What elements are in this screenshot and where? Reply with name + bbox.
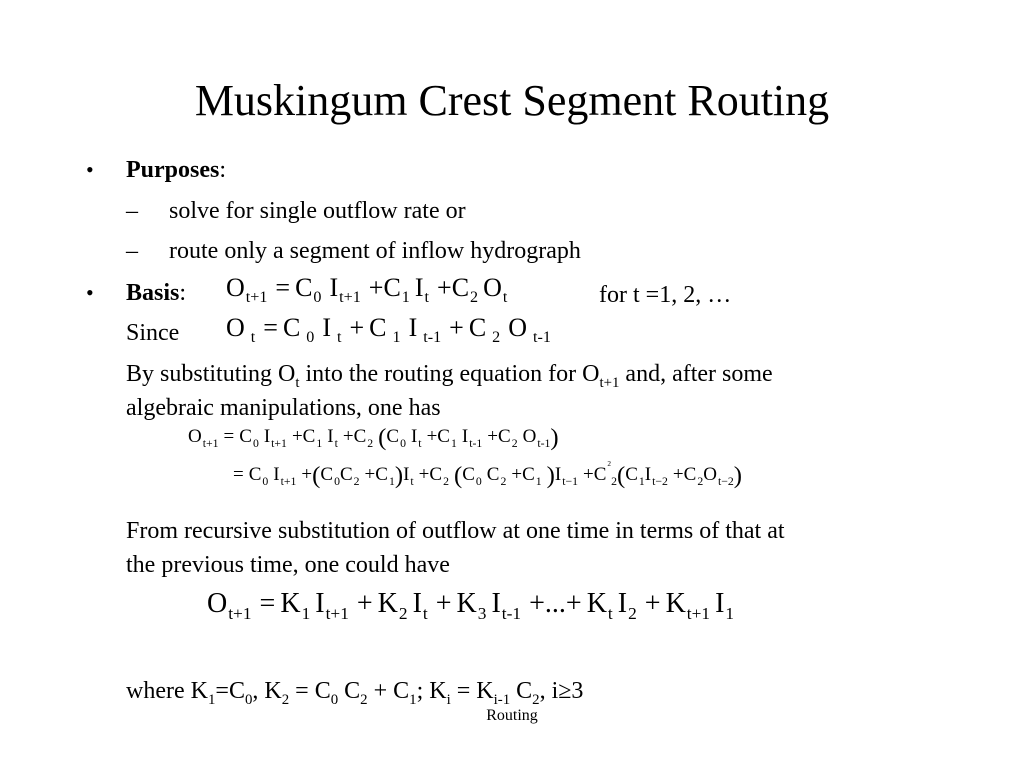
derived-equation-line-2: = $C_0$ $I_{t+1} +(C_0C_2 +C_1)I_t +C_2$ ($C_0$ $C_2 +C_1$ )$I_{t-1} +C_{^22}(C_1I_{t-2} +C_2O_{t-2})$ (233, 458, 742, 489)
where-definition: where $K_1=C_0$, $K_2 = C_0$ $C_2 + C_1$; $K_i = K_{i-1}$ $C_2$, i≥3 (126, 678, 584, 708)
purposes-heading (126, 155, 226, 185)
substituting-line-1: By substituting $O_t$ into the routing equation for $O_{t+1}$ and, after some (126, 361, 773, 391)
since-label: Since (126, 320, 180, 346)
basis-heading (126, 278, 186, 308)
purposes-colon: : (219, 157, 227, 183)
recursive-line-1: From recursive substitution of outflow at one time in terms of that at (126, 518, 785, 544)
bullet-marker: • (86, 280, 94, 305)
general-equation: $O_{t+1} = K_1$ $I_{t+1} + K_2$ $I_t + K_3$ $I_{t-1}$ +...+ $K_t$ $I_2 + K_{t+1}$ $I_1$ (207, 588, 735, 623)
footer-label: Routing (486, 707, 538, 724)
bullet-purposes (86, 155, 94, 185)
slide-title: Muskingum Crest Segment Routing (194, 76, 830, 125)
substituting-line-2: algebraic manipulations, one has (126, 395, 441, 421)
recursive-line-2: the previous time, one could have (126, 552, 450, 578)
sub-bullet-1: solve for single outflow rate or (169, 198, 466, 224)
bullet-basis (86, 278, 94, 308)
sub-dash-1: – (126, 198, 138, 224)
for-t-text: for t =1, 2, … (599, 282, 732, 308)
since-equation: O $_t$ = C $_0$ I $_t$ + C $_1$ I $_{t-1}$ + C $_2$ O $_{t-1}$ (226, 313, 551, 347)
basis-colon: : (179, 280, 187, 306)
sub-dash-2: – (126, 238, 138, 264)
sub-bullet-2: route only a segment of inflow hydrograph (169, 238, 581, 264)
purposes-label: Purposes (126, 157, 220, 183)
bullet-marker: • (86, 157, 94, 182)
basis-equation: $O_{t+1} = C_0$ $I_{t+1} +C_1$ $I_t +C_2$ $O_t$ (226, 273, 508, 307)
basis-label: Basis (126, 280, 180, 306)
derived-equation-line-1: $O_{t+1} = C_0$ $I_{t+1} +C_1$ $I_t +C_2$ ($C_0$ $I_t +C_1$ $I_{t-1} +C_2$ $O_{t-1}$) (188, 424, 559, 451)
